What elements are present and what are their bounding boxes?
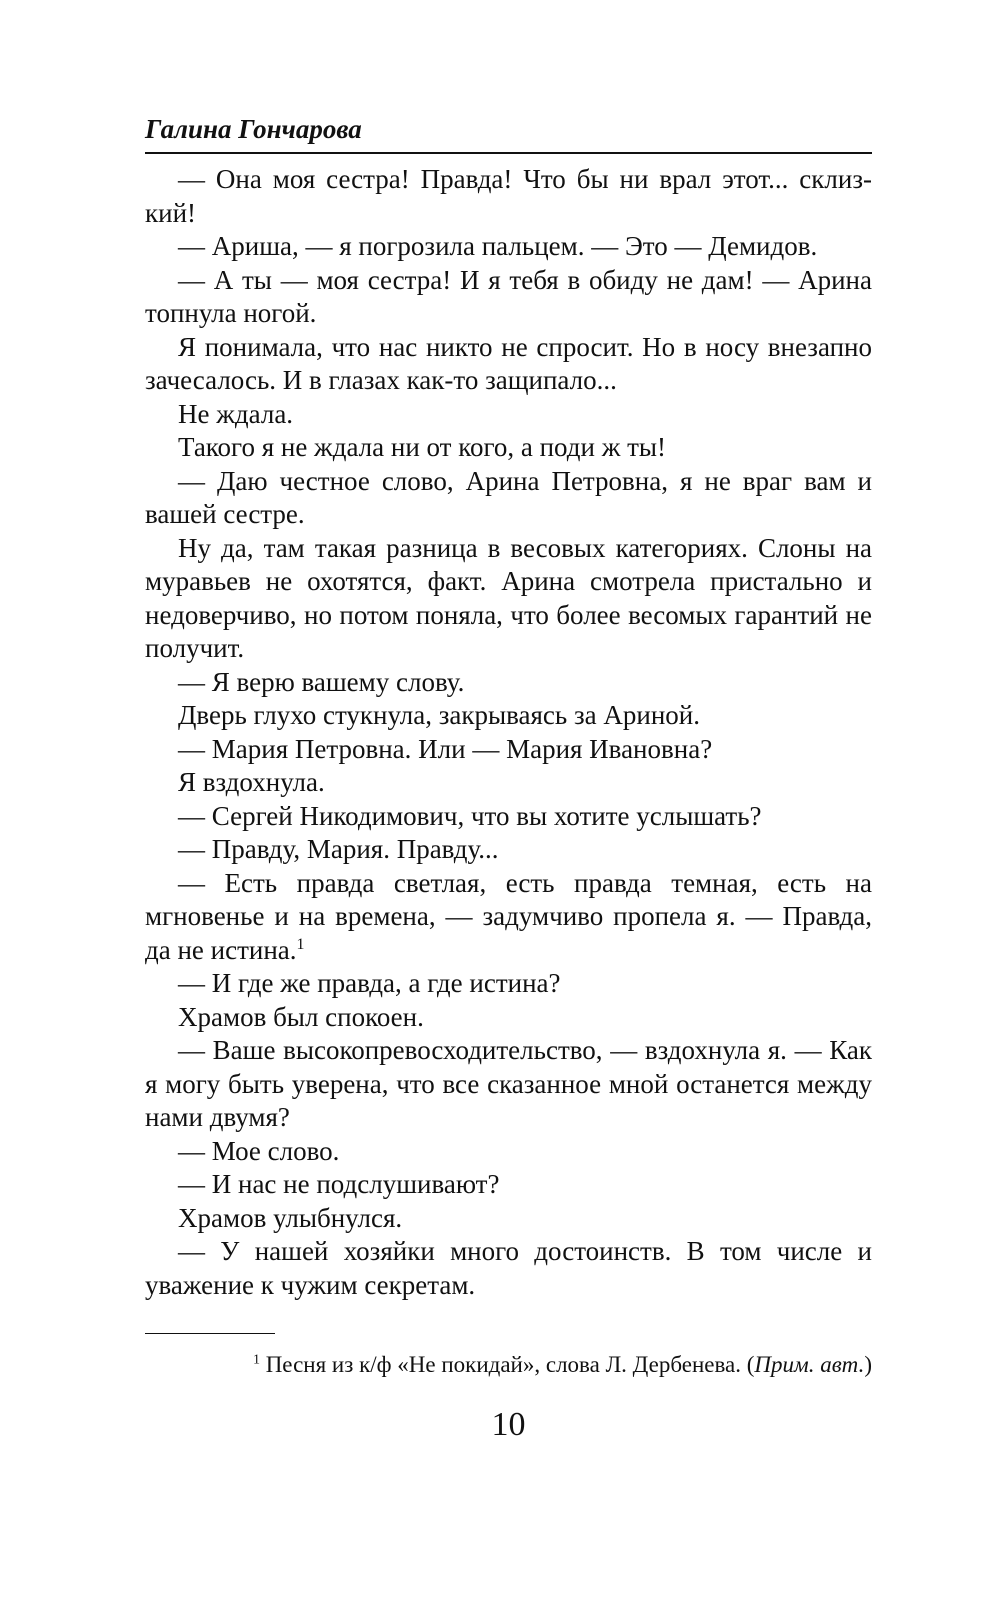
paragraph: — Ариша, — я погрозила пальцем. — Это — Демидов.	[178, 231, 818, 261]
footnote-open-paren: (	[746, 1352, 755, 1377]
paragraph: — И где же правда, а где истина?	[178, 968, 561, 998]
header-rule	[145, 152, 872, 154]
footnote-mark: 1	[252, 1352, 260, 1368]
paragraph: — Мария Петровна. Или — Мария Ивановна?	[178, 733, 713, 764]
footnote-rule	[145, 1333, 275, 1334]
paragraph: Не ждала.	[178, 398, 294, 429]
paragraph: — У нашей хозяйки много достоинств. В том числе и уважение к чужим секретам.	[145, 1236, 872, 1300]
paragraph: — Ваше высокопревосходительство, — вздохнула я. — Как я могу быть уверена, что все сказанное мной останется между нами двумя?	[145, 1035, 872, 1132]
footnote-author-note: Прим. авт.	[754, 1352, 865, 1377]
running-head-author: Галина Гончарова	[145, 114, 362, 144]
paragraph: Храмов был спокоен.	[178, 1001, 424, 1032]
paragraph: — Есть правда светлая, есть правда темная, есть на мгновенье и на времена, — задумчиво пропела я. — Правда, да не истина.$^1$	[145, 867, 872, 965]
footnote-text: Песня из к/ф «Не покидай», слова Л. Дербенева.	[265, 1352, 741, 1377]
paragraph: Я понимала, что нас никто не спросит. Но в носу внезапно зачесалось. И в глазах как-то защипало...	[145, 331, 872, 395]
paragraph: — Она моя сестра! Правда! Что бы ни врал этот... склизкий!	[145, 164, 872, 228]
paragraph: — Мое слово.	[178, 1135, 340, 1166]
paragraph: — Сергей Никодимович, что вы хотите услышать?	[178, 800, 762, 831]
paragraph: Такого я не ждала ни от кого, а поди ж ты!	[178, 432, 667, 462]
body-text	[145, 163, 872, 1302]
paragraph: Ну да, там такая разница в весовых категориях. Слоны на муравьев не охотятся, факт. Арина смотрела пристально и недоверчиво, но потом поняла, что более весомых гарантий не получит.	[145, 532, 872, 663]
paragraph: Храмов улыбнулся.	[178, 1202, 403, 1233]
footnote	[145, 1350, 872, 1380]
paragraph: Дверь глухо стукнула, закрываясь за Ариной.	[178, 700, 700, 730]
footnote-reference[interactable]: 1	[296, 935, 305, 953]
paragraph: — Даю честное слово, Арина Петровна, я не враг вам и вашей сестре.	[145, 465, 872, 529]
page-number: 10	[491, 1406, 526, 1443]
paragraph: — А ты — моя сестра! И я тебя в обиду не дам! — Арина топнула ногой.	[145, 264, 872, 328]
footnote-close-paren: )	[864, 1352, 872, 1377]
paragraph: — Я верю вашему слову.	[178, 666, 465, 697]
paragraph: — Правду, Мария. Правду...	[178, 834, 499, 864]
paragraph: Я вздохнула.	[178, 767, 325, 797]
paragraph: — И нас не подслушивают?	[178, 1169, 500, 1199]
